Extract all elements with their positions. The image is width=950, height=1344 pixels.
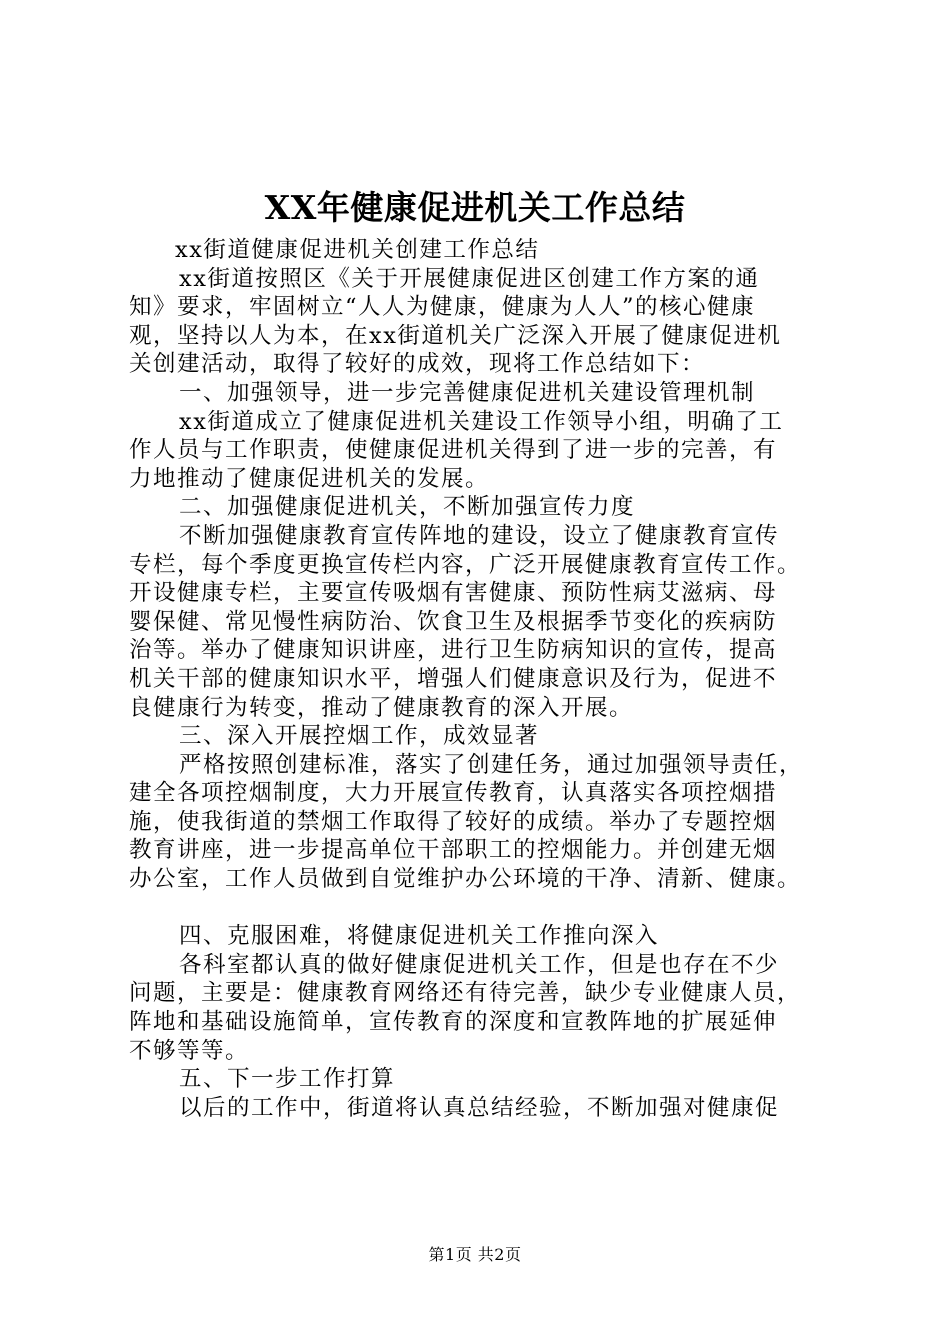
paragraph-line: xx街道按照区《关于开展健康促进区创建工作方案的通 <box>179 265 760 292</box>
blank-line <box>129 894 849 923</box>
paragraph-line: 严格按照创建标准，落实了创建任务，通过加强领导责任， <box>179 751 804 778</box>
paragraph-line: 专栏，每个季度更换宣传栏内容，广泛开展健康教育宣传工作。 <box>129 551 802 578</box>
section-heading: 四、克服困难，将健康促进机关工作推向深入 <box>179 923 660 950</box>
document-body <box>129 236 849 1122</box>
paragraph-line: 以后的工作中，街道将认真总结经验，不断加强对健康促 <box>179 1094 780 1121</box>
paragraph-line: 施，使我街道的禁烟工作取得了较好的成绩。举办了专题控烟 <box>129 808 778 835</box>
paragraph-line: 作人员与工作职责，使健康促进机关得到了进一步的完善，有 <box>129 437 778 464</box>
section-heading: 五、下一步工作打算 <box>179 1066 396 1093</box>
paragraph-line: 问题，主要是：健康教育网络还有待完善，缺少专业健康人员， <box>129 980 802 1007</box>
paragraph-line: 不断加强健康教育宣传阵地的建设，设立了健康教育宣传 <box>179 522 780 549</box>
paragraph-line: xx街道成立了健康促进机关建设工作领导小组，明确了工 <box>179 408 784 435</box>
paragraph-line: 办公室，工作人员做到自觉维护办公环境的干净、清新、健康。 <box>129 866 802 893</box>
paragraph-line: 知》要求，牢固树立“人人为健康，健康为人人”的核心健康 <box>129 294 756 321</box>
paragraph-line: xx街道健康促进机关创建工作总结 <box>175 237 540 263</box>
page-footer: 第1页 共2页 <box>428 1245 522 1264</box>
paragraph-line: 不够等等。 <box>129 1037 250 1064</box>
paragraph-line: 各科室都认真的做好健康促进机关工作，但是也存在不少 <box>179 951 780 978</box>
paragraph-line: 教育讲座，进一步提高单位干部职工的控烟能力。并创建无烟 <box>129 837 778 864</box>
paragraph-line: 阵地和基础设施简单，宣传教育的深度和宣教阵地的扩展延伸 <box>129 1009 778 1036</box>
paragraph-line: 良健康行为转变，推动了健康教育的深入开展。 <box>129 694 634 721</box>
section-heading: 一、加强领导，进一步完善健康促进机关建设管理机制 <box>179 379 756 406</box>
document-title: XX年健康促进机关工作总结 <box>264 188 686 227</box>
paragraph-line: 婴保健、常见慢性病防治、饮食卫生及根据季节变化的疾病防 <box>129 608 778 635</box>
paragraph-line: 建全各项控烟制度，大力开展宣传教育，认真落实各项控烟措 <box>129 780 778 807</box>
paragraph-line: 观，坚持以人为本，在xx街道机关广泛深入开展了健康促进机 <box>129 322 782 349</box>
paragraph-line: 机关干部的健康知识水平，增强人们健康意识及行为，促进不 <box>129 665 778 692</box>
section-heading: 三、深入开展控烟工作，成效显著 <box>179 723 540 750</box>
paragraph-line: 关创建活动，取得了较好的成效，现将工作总结如下： <box>129 351 706 378</box>
section-heading: 二、加强健康促进机关，不断加强宣传力度 <box>179 494 636 521</box>
paragraph-line: 治等。举办了健康知识讲座，进行卫生防病知识的宣传，提高 <box>129 637 778 664</box>
paragraph-line: 力地推动了健康促进机关的发展。 <box>129 465 490 492</box>
paragraph-line: 开设健康专栏，主要宣传吸烟有害健康、预防性病艾滋病、母 <box>129 580 778 607</box>
